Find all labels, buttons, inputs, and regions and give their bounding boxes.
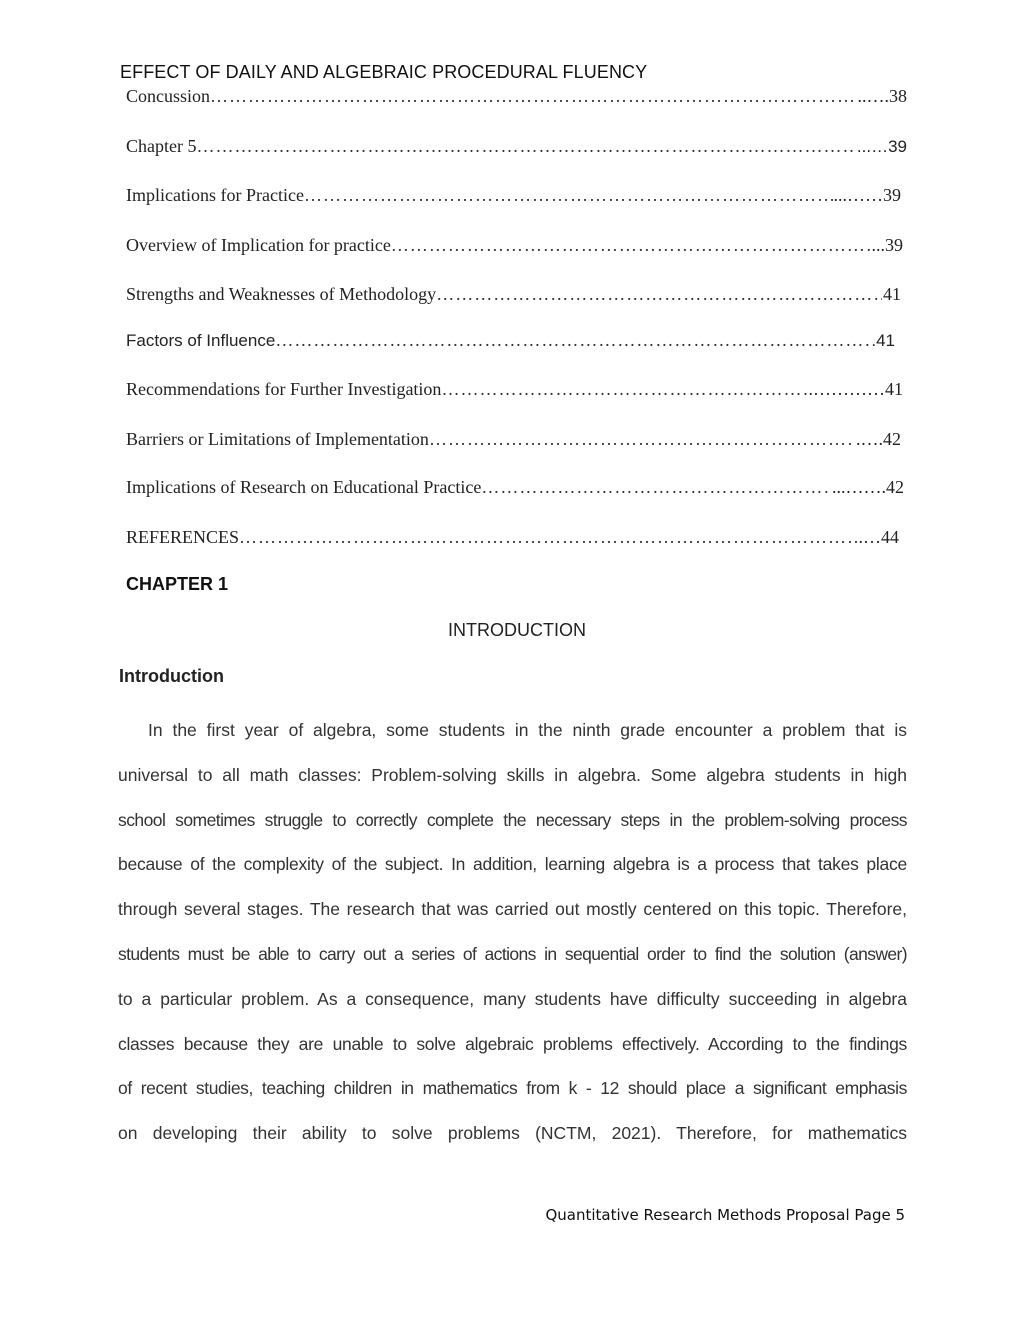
- toc-leader-dots: [239, 527, 857, 548]
- toc-leader-dots: [441, 379, 807, 400]
- toc-leader-dots: [429, 429, 855, 450]
- toc-entry-barriers-or-limitations[interactable]: [126, 429, 907, 477]
- subsection-title: Introduction: [119, 666, 224, 686]
- toc-entry-chapter-5[interactable]: [126, 136, 907, 185]
- toc-entry-label: Factors of Influence: [126, 331, 276, 350]
- toc-entry-page: 41: [883, 284, 901, 304]
- paragraph-line: school sometimes struggle to correctly complete the necessary steps in the problem-solving process: [118, 809, 907, 830]
- body-paragraph: [118, 708, 907, 1156]
- toc-leader-dots: [210, 86, 856, 107]
- toc-entry-label: Implications of Research on Educational Practice: [126, 477, 482, 497]
- paragraph-line: classes because they are unable to solve algebraic problems effectively. According to the findings: [118, 1033, 907, 1054]
- toc-entry-label: Concussion: [126, 86, 211, 106]
- page-footer: Quantitative Research Methods Proposal Page 5: [545, 1206, 905, 1224]
- paragraph-line: In the first year of algebra, some students in the ninth grade encounter a problem that is: [148, 720, 907, 740]
- paragraph-line: to a particular problem. As a consequence, many students have difficulty succeeding in algebra: [118, 988, 907, 1009]
- toc-leader-dots: [275, 330, 870, 351]
- toc-entry-label: Chapter 5: [126, 136, 197, 156]
- toc-leader-dots: [391, 235, 871, 256]
- toc-entry-factors-of-influence[interactable]: [126, 330, 907, 379]
- toc-leader-dots: [481, 477, 831, 498]
- paragraph-line: students must be able to carry out a series of actions in sequential order to find the solution (answer): [118, 943, 907, 964]
- paragraph-line: through several stages. The research that was carried out mostly centered on this topic. Therefore,: [118, 899, 907, 920]
- toc-entry-label: Strengths and Weaknesses of Methodology: [126, 284, 437, 304]
- toc-entry-label: Implications for Practice: [126, 185, 304, 205]
- toc-leader-dots: [196, 136, 855, 157]
- running-head: EFFECT OF DAILY AND ALGEBRAIC PROCEDURAL FLUENCY: [120, 62, 648, 82]
- toc-entry-page: ..….38: [857, 86, 907, 106]
- paragraph-line: because of the complexity of the subject. In addition, learning algebra is a process that takes place: [118, 854, 907, 875]
- toc-entry-recommendations[interactable]: [126, 379, 907, 429]
- toc-entry-page: .…44: [858, 527, 899, 547]
- paragraph-line: of recent studies, teaching children in mathematics from k - 12 should place a significant emphasis: [118, 1078, 907, 1099]
- toc-entry-overview-of-implication[interactable]: [126, 235, 907, 284]
- toc-entry-label: Recommendations for Further Investigation: [126, 379, 442, 399]
- toc-entry-page: ...39: [871, 235, 903, 255]
- toc-entry-page: .41: [871, 331, 895, 350]
- toc-entry-page: ...……39: [833, 185, 901, 205]
- toc-leader-dots: [304, 185, 833, 206]
- toc-entry-label: Overview of Implication for practice: [126, 235, 391, 255]
- toc-entry-implications-for-practice[interactable]: [126, 185, 907, 235]
- chapter-heading: CHAPTER 1: [126, 574, 229, 594]
- paragraph-line: on developing their ability to solve problems (NCTM, 2021). Therefore, for mathematics: [118, 1123, 907, 1144]
- toc-entry-concussion[interactable]: [126, 86, 907, 136]
- toc-entry-label: Barriers or Limitations of Implementation: [126, 429, 429, 449]
- toc-entry-references[interactable]: [126, 527, 907, 567]
- toc-entry-page: ...…….42: [832, 477, 904, 497]
- toc-entry-implications-of-research[interactable]: [126, 477, 907, 527]
- toc-entry-page: .…………41: [808, 379, 903, 399]
- toc-entry-page: .….42: [856, 429, 901, 449]
- section-title: INTRODUCTION: [448, 620, 586, 640]
- toc-entry-page: ...…39: [856, 137, 907, 156]
- toc-leader-dots: [436, 284, 882, 305]
- toc-entry-label: REFERENCES: [126, 527, 240, 547]
- paragraph-line: universal to all math classes: Problem-solving skills in algebra. Some algebra students in high: [118, 764, 907, 785]
- table-of-contents: [126, 86, 907, 567]
- toc-entry-strengths-and-weaknesses[interactable]: [126, 284, 907, 330]
